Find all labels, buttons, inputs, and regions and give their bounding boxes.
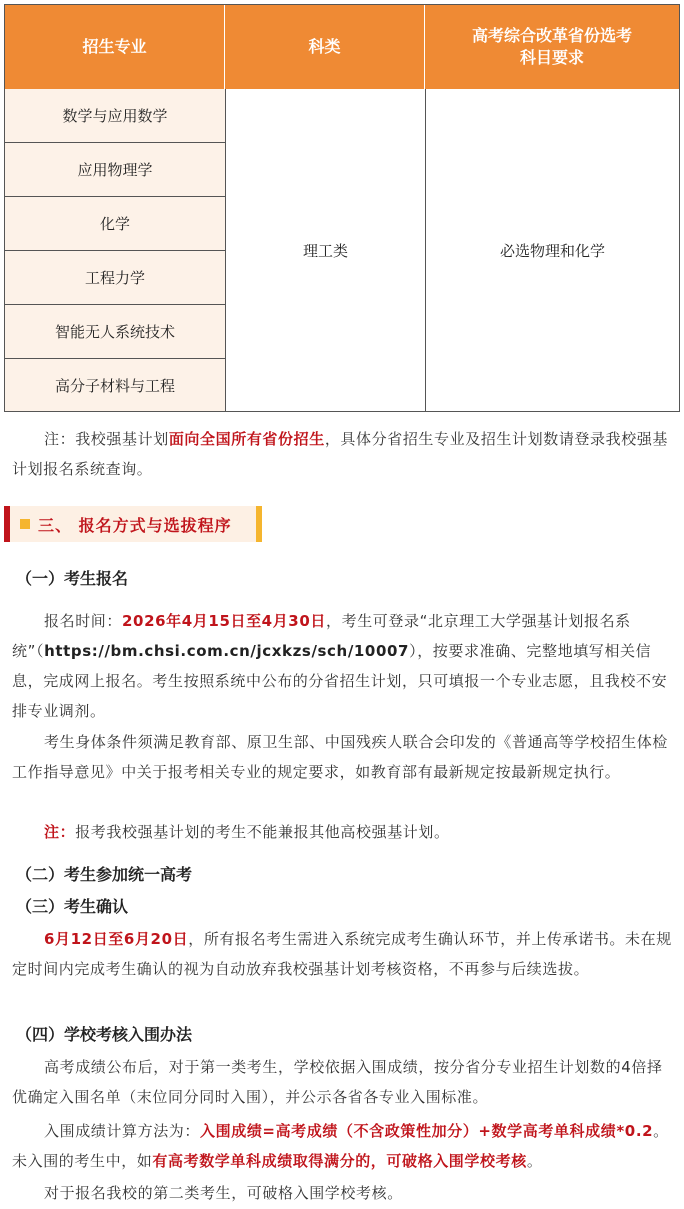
majors-table (4, 4, 680, 412)
assessment-paragraph-1: 高考成绩公布后，对于第一类考生，学校依据入围成绩，按分省分专业招生计划数的4倍择优确定入围名单（末位同分同时入围），并公示各省各专业入围标准。 (12, 1058, 663, 1106)
bullet-square-icon (20, 519, 30, 529)
registration-paragraph: 报名时间：2026年4月15日至4月30日，考生可登录“北京理工大学强基计划报名系统”（https://bm.chsi.com.cn/jcxkzs/sch/10007），按要求准确、完整地填写相关信息，完成网上报名。考生按照系统中公布的分省招生计划，只可填报一个专业志愿，且我校不安排专业调剂。 (12, 612, 668, 720)
table-note: 注：我校强基计划面向全国所有省份招生，具体分省招生专业及招生计划数请登录我校强基计划报名系统查询。 (12, 430, 669, 478)
requirement-cell: 必选物理和化学 (425, 89, 679, 411)
subheading-gaokao: （二）考生参加统一高考 (16, 865, 193, 884)
health-paragraph: 考生身体条件须满足教育部、原卫生部、中国残疾人联合会印发的《普通高等学校招生体检工作指导意见》中关于报考相关专业的规定要求，如教育部有最新规定按最新规定执行。 (12, 733, 669, 781)
table-row: 工程力学 (5, 251, 225, 305)
header-category: 科类 (225, 5, 425, 89)
category-cell: 理工类 (225, 89, 425, 411)
header-major: 招生专业 (5, 5, 225, 89)
confirmation-paragraph: 6月12日至6月20日，所有报名考生需进入系统完成考生确认环节，并上传承诺书。未在规定时间内完成考生确认的视为自动放弃我校强基计划考核资格，不再参与后续选拔。 (12, 930, 672, 978)
subheading-assessment: （四）学校考核入围办法 (16, 1025, 193, 1044)
assessment-paragraph-3: 对于报名我校的第二类考生，可破格入围学校考核。 (44, 1184, 403, 1202)
table-row: 应用物理学 (5, 143, 225, 197)
header-subject-requirement: 高考综合改革省份选考科目要求 (425, 5, 679, 89)
table-row: 智能无人系统技术 (5, 305, 225, 359)
registration-note: 注：报考我校强基计划的考生不能兼报其他高校强基计划。 (44, 823, 450, 841)
table-row: 数学与应用数学 (5, 89, 225, 143)
subheading-confirmation: （三）考生确认 (16, 897, 129, 916)
section-heading: 三、 报名方式与选拔程序 (4, 506, 262, 542)
registration-url[interactable]: https://bm.chsi.com.cn/jcxkzs/sch/10007 (44, 642, 410, 660)
table-row: 化学 (5, 197, 225, 251)
assessment-paragraph-2: 入围成绩计算方法为：入围成绩=高考成绩（不含政策性加分）+数学高考单科成绩*0.2。未入围的考生中，如有高考数学单科成绩取得满分的，可破格入围学校考核。 (12, 1122, 669, 1170)
table-row: 高分子材料与工程 (5, 359, 225, 411)
subheading-registration: （一）考生报名 (16, 569, 129, 588)
